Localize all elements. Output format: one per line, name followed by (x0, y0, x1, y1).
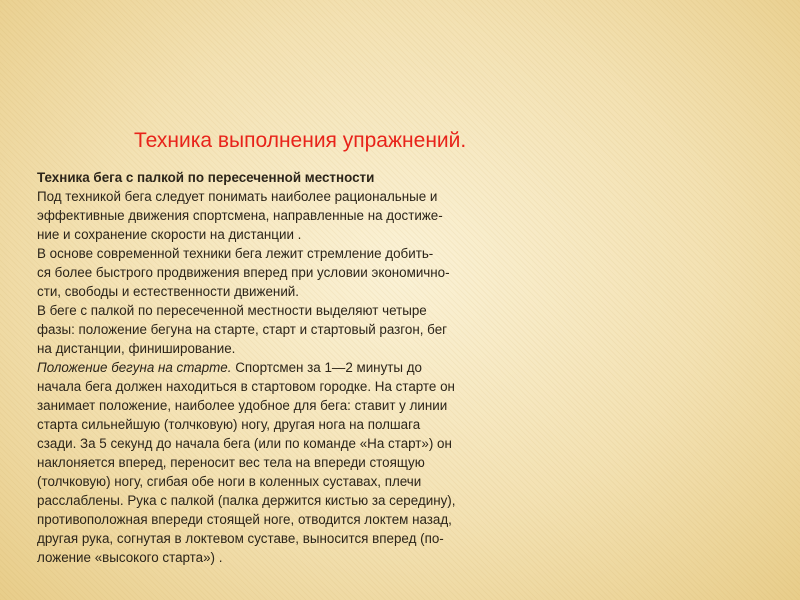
body-line: начала бега должен находиться в стартовом городке. На старте он (37, 379, 455, 394)
body-line: на дистанции, финиширование. (37, 341, 236, 356)
body-line: В основе современной техники бега лежит стремление добить- (37, 246, 434, 261)
start-position-term: Положение бегуна на старте. (37, 360, 232, 375)
body-line: фазы: положение бегуна на старте, старт и стартовый разгон, бег (37, 322, 448, 337)
start-position-line (37, 358, 557, 377)
body-line: эффективные движения спортсмена, направленные на достиже- (37, 208, 443, 223)
body-line: ние и сохранение скорости на дистанции . (37, 227, 302, 242)
body-line: (толчковую) ногу, сгибая обе ноги в коленных суставах, плечи (37, 474, 422, 489)
body-line: В беге с палкой по пересеченной местности выделяют четыре (37, 303, 427, 318)
slide-title: Техника выполнения упражнений. (134, 129, 467, 152)
body-line: Под техникой бега следует понимать наиболее рациональные и (37, 189, 438, 204)
body-line: ся более быстрого продвижения вперед при условии экономично- (37, 265, 450, 280)
body-line: занимает положение, наиболее удобное для бега: ставит у линии (37, 398, 448, 413)
body-line: ложение «высокого старта») . (37, 550, 223, 565)
section-heading: Техника бега с палкой по пересеченной местности (37, 170, 375, 185)
body-line: старта сильнейшую (толчковую) ногу, другая нога на полшага (37, 417, 421, 432)
body-line: наклоняется вперед, переносит вес тела на впереди стоящую (37, 455, 425, 470)
body-line: сти, свободы и естественности движений. (37, 284, 299, 299)
body-line: расслаблены. Рука с палкой (палка держится кистью за середину), (37, 493, 456, 508)
body-line: противоположная впереди стоящей ноге, отводится локтем назад, (37, 512, 452, 527)
body-line: сзади. За 5 секунд до начала бега (или по команде «На старт») он (37, 436, 452, 451)
body-line: другая рука, согнутая в локтевом суставе, выносится вперед (по- (37, 531, 444, 546)
slide-body (37, 168, 557, 567)
start-position-text: Спортсмен за 1—2 минуты до (231, 360, 422, 375)
